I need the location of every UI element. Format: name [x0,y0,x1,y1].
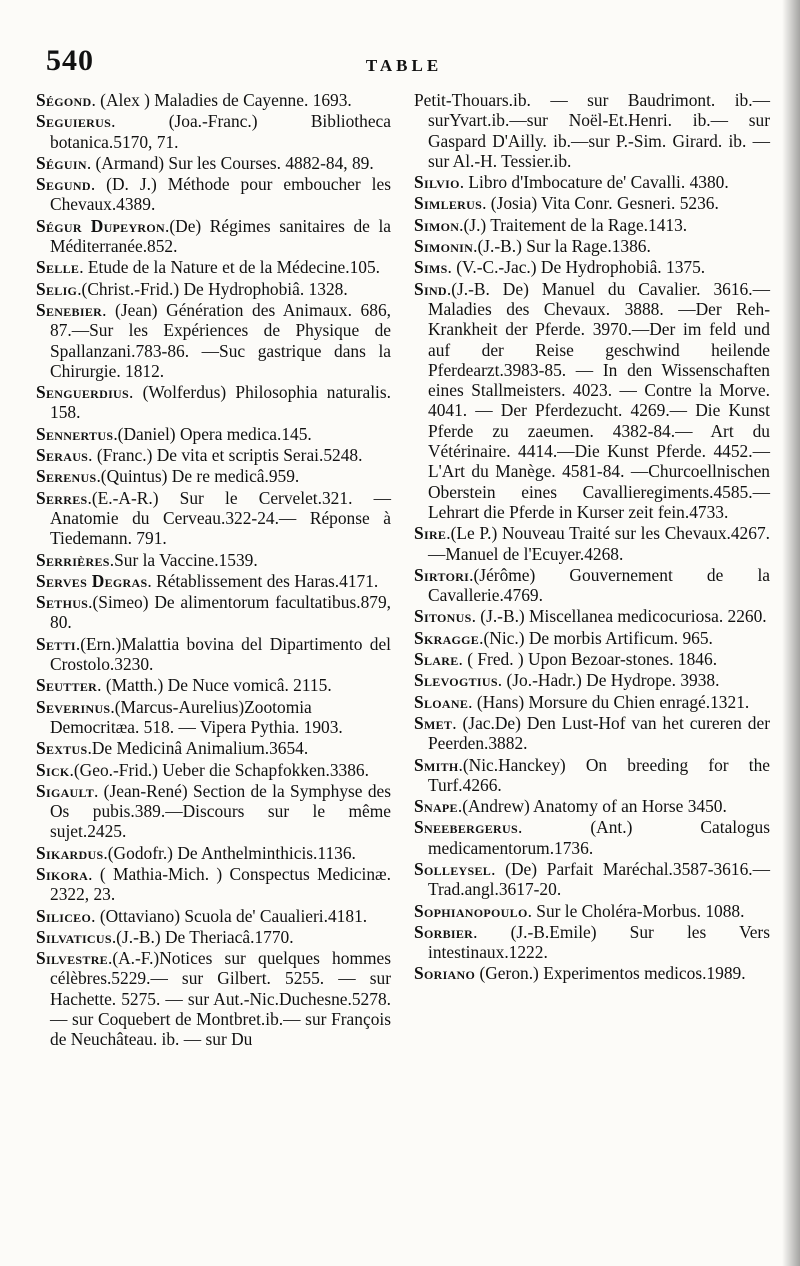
entry-text: . (Jean-René) Section de la Symphyse des Os pubis.389.—Discours sur le même sujet.2425. [50,780,391,842]
entry-text: .(Andrew) Anatomy of an Horse 3450. [457,796,727,817]
entry-name: Sophianopoulo [414,900,528,921]
entry-name: Smet [414,712,453,733]
entry-name: Sloane [414,691,469,712]
entry-name: Sextus [36,738,88,759]
index-entry [36,571,391,591]
index-entry [36,153,391,173]
index-entry [36,300,391,381]
entry-name: Sikardus [36,842,104,863]
entry-text: . Etude de la Nature et de la Médecine.105. [79,257,381,278]
entry-name: Slevogtius [414,670,498,691]
index-entry [36,111,391,152]
page-header [36,42,772,86]
entry-name: Serres [36,487,88,508]
index-entry [36,279,391,299]
entry-text: .(J.-B. De) Manuel du Cavalier. 3616.—Maladies des Chevaux. 3888. —Der Reh-Krankheit der Pferde. 3970.—Der im feld und auf der Reise geschwind heilende Pferdearzt.3983-85. — In den Wissenschaften eines Stallmeisters. 4023. — Contre la Morve. 4041. — Der Pferdezucht. 4269.— Die Kunst Pferde zu zaeumen. 4382-84.— Art du Vétérinaire. 4414.—Die Kunst Pferde. 4452.— L'Art du Manège. 4581-84. —Churcoellnischen Oberstein eines Cavallieregiments.4585.—Lehrart die Pferde in Kurser zeit fein.4733. [428,278,770,522]
index-entry [414,215,770,235]
entry-text: .(Jérôme) Gouvernement de la Cavallerie.4769. [428,564,770,606]
index-entry [414,670,770,690]
entry-name: Senebier [36,299,103,320]
entry-name: Simon [414,214,460,235]
page-edge-shadow [782,0,800,1266]
index-columns [36,90,772,1051]
entry-text: .De Medicinâ Animalium.3654. [87,738,309,759]
index-entry [414,817,770,858]
index-entry [36,257,391,277]
entry-text: .(J.-B.) De Theriacâ.1770. [111,926,294,947]
index-entry [414,649,770,669]
entry-name: Silvestre [36,948,108,969]
entry-text: .(Christ.-Frid.) De Hydrophobiâ. 1328. [77,278,348,299]
entry-name: Sorbier [414,921,474,942]
index-entry [414,565,770,606]
entry-text: . (J.-B.) Miscellanea medicocuriosa. 2260. [471,606,767,627]
entry-text: . (Armand) Sur les Courses. 4882-84, 89. [86,152,374,173]
entry-name: Sirtori [414,564,470,585]
index-entry [36,466,391,486]
entry-name: Skragge [414,627,480,648]
index-entry [414,172,770,192]
index-entry [414,257,770,277]
entry-name: Segund [36,174,91,195]
index-entry [414,193,770,213]
entry-text: .(De) Régimes sanitaires de la Méditerranée.852. [50,215,391,257]
index-entry [414,279,770,523]
index-entry [36,927,391,947]
entry-text: . (J.-B.Emile) Sur les Vers intestinaux.1222. [428,921,770,963]
index-entry [36,216,391,257]
entry-text: . (Jo.-Hadr.) De Hydrope. 3938. [497,670,720,691]
index-entry [36,738,391,758]
entry-text: .(Marcus-Aurelius)Zootomia Democritæa. 518. — Vipera Pythia. 1903. [50,696,343,737]
entry-text: . (Jac.De) Den Lust-Hof van het cureren der Peerden.3882. [428,712,770,754]
entry-text: . (Wolferdus) Philosophia naturalis. 158. [50,382,391,423]
entry-name: Sikora [36,863,89,884]
index-entry [36,592,391,633]
entry-text: . (Ant.) Catalogus medicamentorum.1736. [428,817,770,858]
right-column [414,90,770,1051]
entry-text: . Libro d'Imbocature de' Cavalli. 4380. [459,172,729,193]
index-entry [36,760,391,780]
entry-name: Serrières [36,549,110,570]
index-entry [36,424,391,444]
left-column [36,90,391,1051]
index-entry [414,90,770,171]
entry-name: Siliceo [36,905,92,926]
entry-name: Sims [414,257,448,278]
entry-text: .(Daniel) Opera medica.145. [113,423,312,444]
entry-text: (Geron.) Experimentos medicos.1989. [475,963,746,984]
index-entry [414,692,770,712]
index-entry [36,382,391,423]
entry-text: . ( Mathia-Mich. ) Conspectus Medicinæ. 2322, 23. [50,863,391,905]
entry-text: . ( Fred. ) Upon Bezoar-stones. 1846. [458,649,718,670]
entry-text: .(Nic.) De morbis Artificum. 965. [479,627,713,648]
entry-name: Sick [36,759,70,780]
entry-name: Ségond [36,90,92,110]
entry-text: .(Godofr.) De Anthelminthicis.1136. [103,842,356,863]
entry-name: Serenus [36,466,97,487]
entry-name: Seguierus [36,111,112,132]
entry-name: Smith [414,754,459,775]
entry-name: Sethus [36,592,89,613]
entry-text: . (Joa.-Franc.) Bibliotheca botanica.5170, 71. [50,111,391,152]
entry-text: .(Quintus) De re medicâ.959. [96,466,300,487]
index-entry [414,859,770,900]
running-title: TABLE [365,56,443,75]
entry-name: Setti [36,633,76,654]
entry-text: . (Ottaviano) Scuola de' Caualieri.4181. [91,905,368,926]
entry-name: Silvaticus [36,926,112,947]
index-entry [414,796,770,816]
entry-name: Serves Degras [36,570,148,591]
entry-name: Sigault [36,780,95,801]
entry-text: .(J.) Traitement de la Rage.1413. [459,214,688,235]
index-entry [36,781,391,842]
index-entry [414,236,770,256]
entry-text: . (V.-C.-Jac.) De Hydrophobiâ. 1375. [447,257,706,278]
index-entry [36,550,391,570]
entry-text: . (Franc.) De vita et scriptis Serai.5248. [88,445,363,466]
index-entry [414,713,770,754]
entry-text: .(Ern.)Malattia bovina del Dipartimento del Crostolo.3230. [50,633,391,675]
entry-name: Snape [414,796,458,817]
entry-name: Soriano [414,963,476,984]
entry-text: . Sur le Choléra-Morbus. 1088. [527,900,745,921]
index-entry [36,864,391,905]
entry-name: Slare [414,649,459,670]
entry-name: Seraus [36,445,89,466]
entry-text: .(Geo.-Frid.) Ueber die Schapfokken.3386. [69,759,369,780]
index-entry [36,948,391,1049]
entry-text: . (Josia) Vita Conr. Gesneri. 5236. [482,193,719,214]
index-entry [414,963,770,983]
entry-name: Sire [414,523,447,544]
index-entry [36,445,391,465]
index-entry [414,523,770,564]
entry-name: Seutter [36,675,98,696]
index-entry [36,90,391,110]
entry-text: Petit-Thouars.ib. — sur Baudrimont. ib.—surYvart.ib.—sur Noël-Et.Henri. ib.— sur Gaspard D'Ailly. ib.—sur P.-Sim. Girard. ib. — sur Al.-H. Tessier.ib. [414,90,770,171]
entry-text: . (De) Parfait Maréchal.3587-3616.—Trad.angl.3617-20. [428,858,770,900]
entry-name: Séguin [36,152,87,173]
index-entry [36,488,391,549]
entry-name: Selle [36,257,80,278]
entry-name: Solleysel [414,858,492,879]
entry-name: Simlerus [414,193,483,214]
entry-text: .Sur la Vaccine.1539. [109,549,258,570]
index-entry [414,922,770,963]
entry-text: .(Simeo) De alimentorum facultatibus.879, 80. [50,592,391,633]
entry-name: Simonin [414,236,474,257]
entry-text: . (Matth.) De Nuce vomicâ. 2115. [97,675,332,696]
entry-text: . (Jean) Génération des Animaux. 686, 87.—Sur les Expériences de Physique de Spallanzani.783-86. —Suc gastrique dans la Chirurgie. 1812. [50,299,391,381]
entry-name: Severinus [36,696,111,717]
entry-text: . (D. J.) Méthode pour emboucher les Chevaux.4389. [50,174,391,215]
index-entry [414,628,770,648]
entry-name: Ségur Dupeyron [36,215,166,236]
entry-name: Sneebergerus [414,817,518,838]
entry-text: .(E.-A-R.) Sur le Cervelet.321. — Anatomie du Cerveau.322-24.— Réponse à Tiedemann. 791. [50,487,391,549]
page-number: 540 [46,44,94,77]
index-entry [36,174,391,215]
entry-name: Sennertus [36,423,114,444]
entry-text: . Rétablissement des Haras.4171. [147,570,379,591]
index-entry [36,634,391,675]
entry-text: . (Hans) Morsure du Chien enragé.1321. [468,691,750,712]
entry-name: Senguerdius [36,382,129,403]
index-entry [36,843,391,863]
entry-name: Sitonus [414,606,472,627]
index-entry [36,697,391,738]
entry-name: Silvio [414,172,460,193]
index-entry [414,901,770,921]
entry-name: Selig [36,278,78,299]
index-entry [414,606,770,626]
entry-text: .(A.-F.)Notices sur quelques hommes célèbres.5229.— sur Gilbert. 5255. — sur Hachette. 5275. — sur Aut.-Nic.Duchesne.5278.— sur Coquebert de Montbret.ib.— sur François de Neuchâteau. ib. — sur Du [50,948,391,1050]
entry-text: .(Nic.Hanckey) On breeding for the Turf.4266. [428,754,770,795]
entry-name: Sind [414,278,447,299]
index-entry [414,755,770,796]
index-entry [36,675,391,695]
index-entry [36,906,391,926]
entry-text: .(J.-B.) Sur la Rage.1386. [473,236,651,257]
entry-text: .(Le P.) Nouveau Traité sur les Chevaux.4267.—Manuel de l'Ecuyer.4268. [428,523,770,564]
entry-text: . (Alex ) Maladies de Cayenne. 1693. [91,90,352,110]
